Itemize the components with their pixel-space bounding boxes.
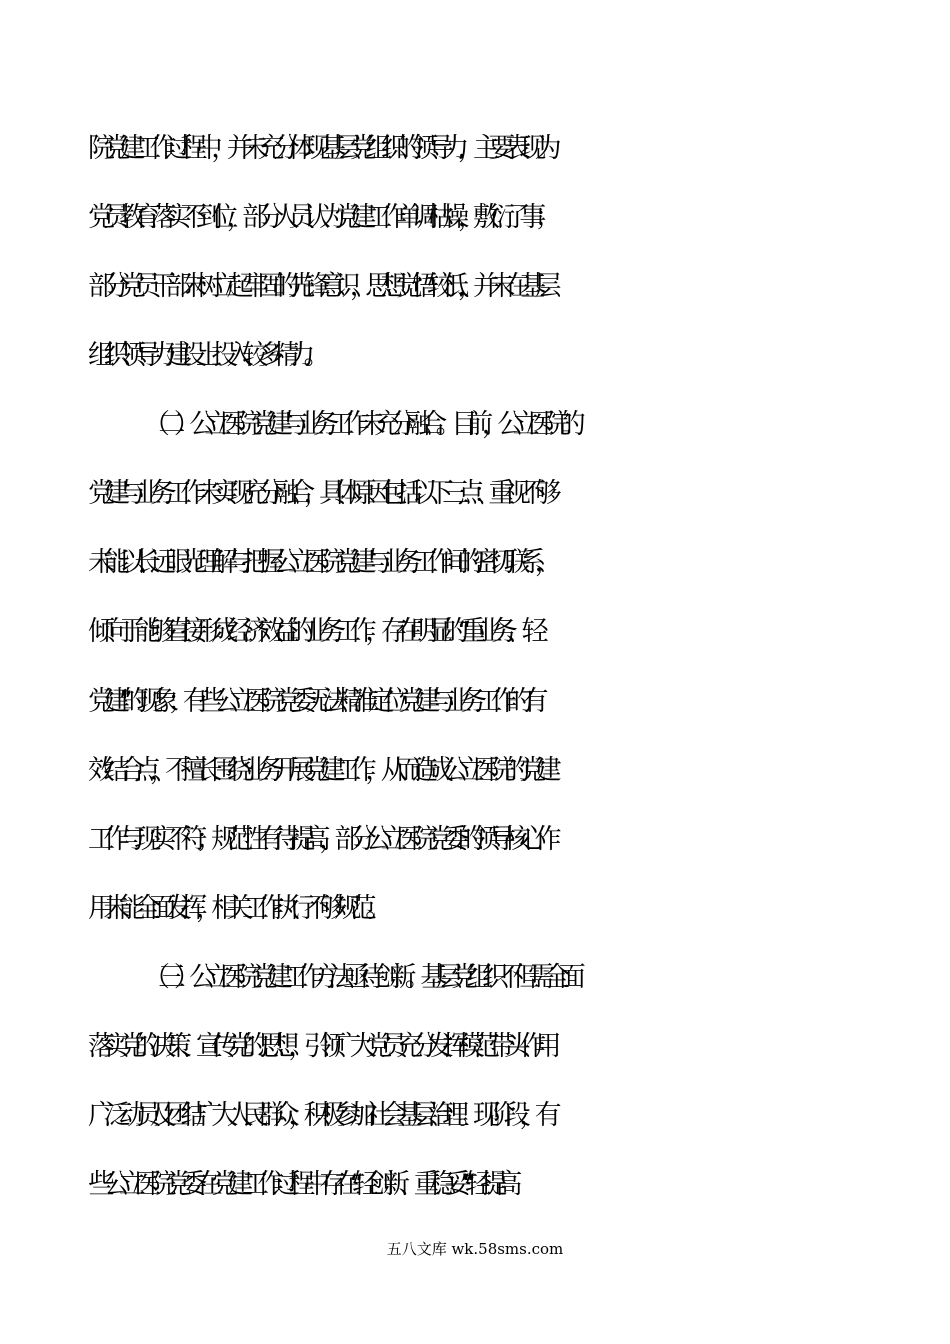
- paragraph-line: 效结合点，不擅长围绕业务开展党建工作，从而造成公立医院的党建: [88, 755, 550, 786]
- paragraph-line: 党建与业务工作未实现充分融合，具体原因包括以下三点：重视不够: [88, 478, 550, 509]
- paragraph-line: 未能以长远眼光理解与把握公立医院党建与业务工作间的密切联系，: [88, 547, 550, 578]
- paragraph-line: 组织领导力建设上投入较多精力。: [88, 340, 319, 371]
- paragraph-line: （三）公立医院党建工作方法亟待创新。基层党组织不但需全面: [143, 962, 575, 993]
- footer-watermark: 五八文库 wk.58sms.com: [386, 1240, 564, 1258]
- paragraph-line: （二）公立医院党建与业务工作未充分融合。目前，公立医院的: [143, 409, 575, 440]
- paragraph-line: 广泛动员及团结广大人民群众，积极参加社会基层治理。现阶段，有: [88, 1100, 550, 1131]
- paragraph-line: 落实党的决策、宣传党的思想，引领广大党员充分发挥模范带头作用: [88, 1031, 550, 1062]
- paragraph-line: 党员教育落实不到位，部分人员认为党建工作单调枯燥，敷衍了事；: [88, 202, 550, 233]
- paragraph-line: 部分党员干部未树立起牢固的先锋意识，思想觉悟较低，并未在基层: [88, 271, 550, 302]
- paragraph-line: 院党建工作过程中，并未充分体现基层党组织的领导力，主要表现为: [88, 133, 550, 164]
- paragraph-line: 工作与现实不符；规范性有待提高，部分公立医院党委的领导核心作: [88, 824, 550, 855]
- paragraph-line: 用未能全面发挥，相关工作执行不够规范。: [88, 893, 381, 924]
- paragraph-line: 些公立医院党委在党建工作过程中存在“轻创新、重稳妥”“轻提高: [88, 1169, 511, 1200]
- paragraph-line: 倾向于能够直接形成经济效益的业务工作，存在明显的“重业务、轻: [88, 616, 537, 647]
- paragraph-line: 党建”的现象；有些公立医院党委无法精准定位党建与业务工作的有: [88, 686, 537, 717]
